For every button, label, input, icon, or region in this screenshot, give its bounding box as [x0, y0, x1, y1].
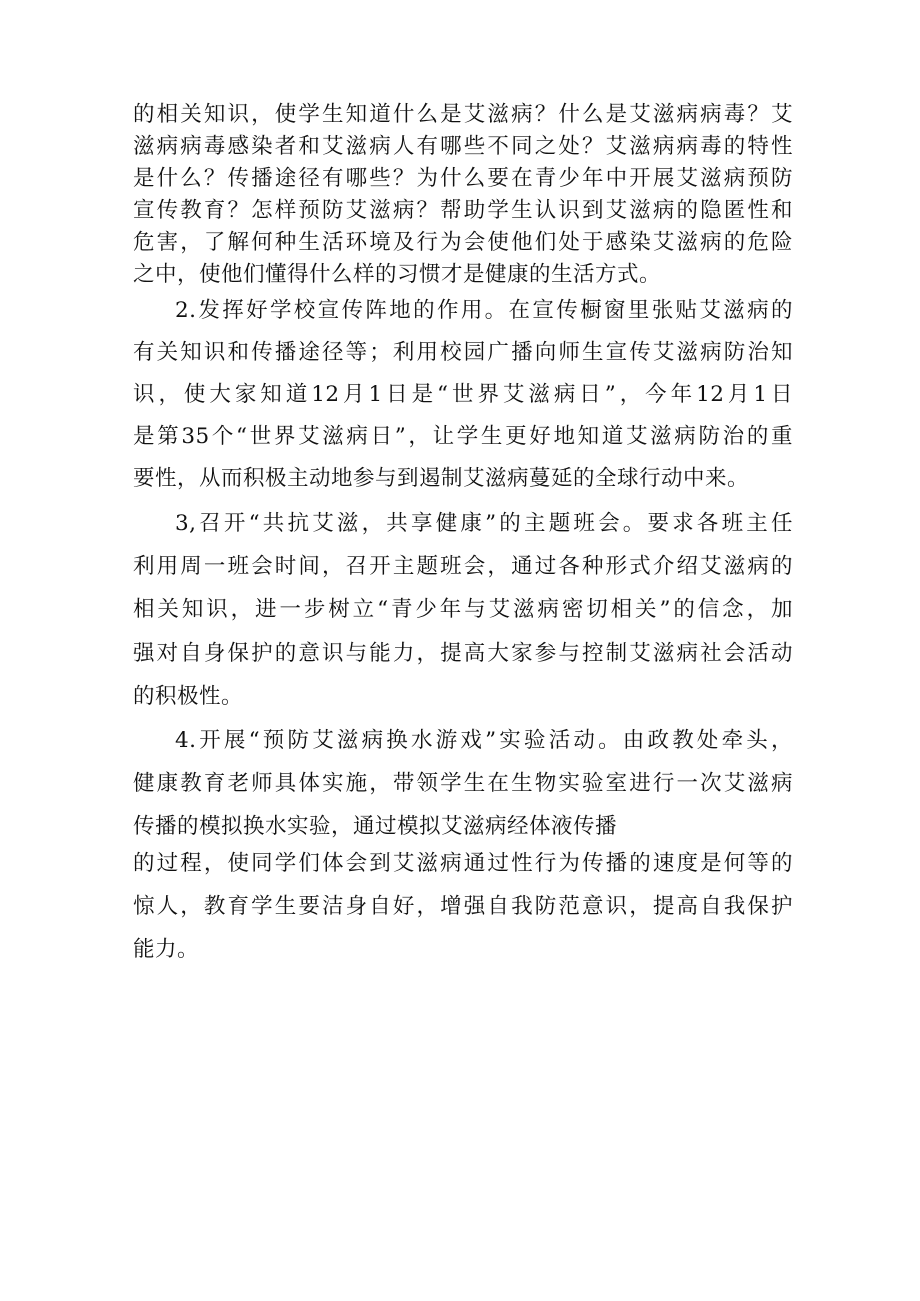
text-line: 2.发挥好学校宣传阵地的作用。在宣传橱窗里张贴艾滋病的 — [175, 298, 793, 323]
text-line: 要性，从而积极主动地参与到遏制艾滋病蔓延的全球行动中来。 — [133, 466, 750, 491]
text-line: 能力。 — [133, 937, 200, 962]
text-line: 3,召开“共抗艾滋，共享健康”的主题班会。要求各班主任 — [175, 511, 793, 536]
text-line: 惊人，教育学生要洁身自好，增强自我防范意识，提高自我保护 — [133, 894, 793, 919]
text-line: 宣传教育？怎样预防艾滋病？帮助学生认识到艾滋病的隐匿性和 — [133, 198, 793, 223]
text-line: 是第35个“世界艾滋病日”，让学生更好地知道艾滋病防治的重 — [133, 424, 793, 449]
text-line: 的相关知识，使学生知道什么是艾滋病？什么是艾滋病病毒？艾 — [133, 102, 793, 127]
text-line: 之中，使他们懂得什么样的习惯才是健康的生活方式。 — [133, 262, 662, 287]
text-line: 健康教育老师具体实施，带领学生在生物实验室进行一次艾滋病 — [133, 771, 793, 796]
text-line: 的过程，使同学们体会到艾滋病通过性行为传播的速度是何等的 — [133, 851, 793, 876]
text-line: 危害，了解何种生活环境及行为会使他们处于感染艾滋病的危险 — [133, 230, 793, 255]
text-line: 相关知识，进一步树立“青少年与艾滋病密切相关”的信念，加 — [133, 597, 793, 622]
text-line: 4.开展“预防艾滋病换水游戏”实验活动。由政教处牵头， — [175, 728, 793, 753]
text-line: 滋病病毒感染者和艾滋病人有哪些不同之处？艾滋病病毒的特性 — [133, 134, 793, 159]
text-line: 是什么？传播途径有哪些？为什么要在青少年中开展艾滋病预防 — [133, 166, 793, 191]
text-line: 强对自身保护的意识与能力，提高大家参与控制艾滋病社会活动 — [133, 641, 793, 666]
text-line: 的积极性。 — [133, 684, 244, 709]
text-line: 有关知识和传播途径等；利用校园广播向师生宣传艾滋病防治知 — [133, 340, 793, 365]
text-line: 传播的模拟换水实验，通过模拟艾滋病经体液传播 — [133, 814, 618, 839]
text-line: 识，使大家知道12月1日是“世界艾滋病日”，今年12月1日 — [133, 382, 793, 407]
text-line: 利用周一班会时间，召开主题班会，通过各种形式介绍艾滋病的 — [133, 554, 793, 579]
